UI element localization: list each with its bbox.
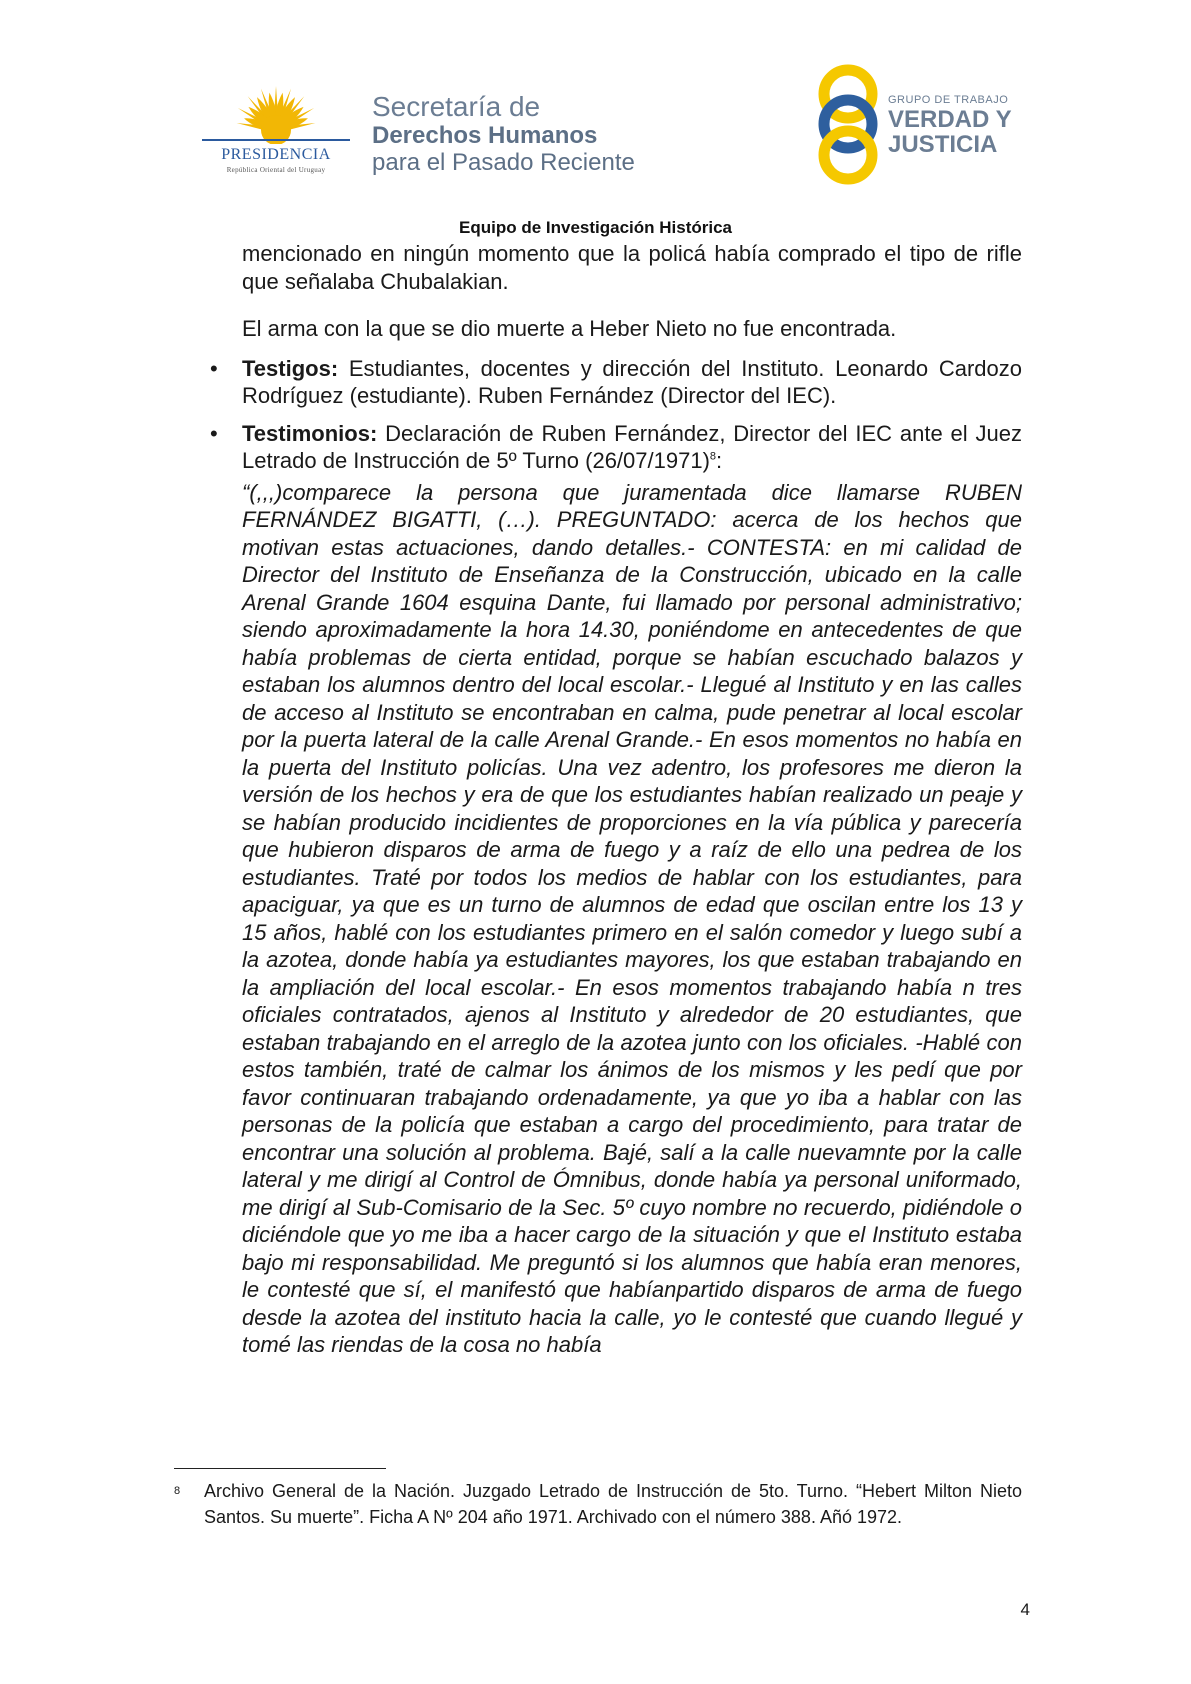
- grupo-line-1: GRUPO DE TRABAJO: [888, 94, 1009, 106]
- grupo-trabajo-logo: [808, 62, 888, 187]
- grupo-line-2: VERDAD Y: [888, 106, 1012, 133]
- testimonios-label: Testimonios:: [242, 420, 378, 446]
- presidencia-logo: [196, 82, 356, 177]
- paragraph-weapon: El arma con la que se dio muerte a Heber Nieto no fue encontrada.: [242, 316, 897, 341]
- footnote-mark: 8: [174, 1485, 181, 1497]
- presidencia-name: PRESIDENCIA: [221, 146, 331, 163]
- bullet-icon: •: [210, 355, 218, 381]
- document-body: [210, 240, 1022, 1359]
- testimonios-text: Declaración de Ruben Fernández, Director del IEC ante el Juez Letrado de Instrucción de 5º Turno (26/07/1971): [242, 420, 1022, 473]
- sun-emblem-icon: [196, 82, 356, 144]
- bullet-icon: •: [210, 420, 218, 446]
- secretaria-title: [372, 92, 712, 176]
- secretaria-line-3: para el Pasado Reciente: [372, 149, 635, 176]
- footnote: [174, 1478, 1022, 1530]
- secretaria-line-1: Secretaría de: [372, 91, 541, 122]
- testigos-text: Estudiantes, docentes y dirección del Instituto. Leonardo Cardozo Rodríguez (estudiante). Ruben Fernández (Director del IEC).: [242, 355, 1022, 408]
- paragraph-continuation: mencionado en ningún momento que la policá había comprado el tipo de rifle que señalaba Chubalakian.: [242, 241, 1022, 294]
- grupo-line-3: JUSTICIA: [888, 131, 998, 158]
- grupo-trabajo-text: [888, 94, 1088, 157]
- footnote-divider: [174, 1468, 386, 1469]
- page-number: 4: [1020, 1600, 1030, 1619]
- list-item-testimonios: [210, 420, 1022, 475]
- testigos-label: Testigos:: [242, 355, 339, 381]
- testimonios-end: :: [716, 448, 723, 473]
- page-header: [0, 0, 1191, 237]
- presidencia-subtitle: República Oriental del Uruguay: [226, 166, 326, 174]
- team-heading: Equipo de Investigación Histórica: [459, 218, 732, 237]
- list-item-testigos: [210, 355, 1022, 410]
- testimony-quote: “(,,,)comparece la persona que juramentada dice llamarse RUBEN FERNÁNDEZ BIGATTI, (…). PREGUNTADO: acerca de los hechos que motivan estas actuaciones, dando detalles.- CONTESTA: en mi calidad de Director del Instituto de Enseñanza de la Construcción, ubicado en la calle Arenal Grande 1604 esquina Dante, fui llamado por personal administrativo; siendo aproximadamente la hora 14.30, poniéndome en antecedentes de que había problemas de cierta entidad, porque se habían escuchado balazos y estaban los alumnos dentro del local escolar.- Llegué al Instituto y en las calles de acceso al Instituto se encontraban en calma, pude penetrar al local escolar por la puerta lateral de la calle Arenal Grande.- En esos momentos no había en la puerta del Instituto policías. Una vez adentro, los profesores me dieron la versión de los hechos y era de que los estudiantes habían realizado un peaje y se habían producido incidientes de proporciones en la vía pública y parecería que hubieron disparos de arma de fuego y a raíz de ello una pedrea de los estudiantes. Traté por todos los medios de hablar con los estudiantes, para apaciguar, ya que es un turno de alumnos de edad que oscilan entre los 13 y 15 años, hablé con los estudiantes primero en el salón comedor y luego subí a la azotea, donde había ya estudiantes mayores, los que estaban trabajando en la ampliación del local escolar.- En esos momentos trabajando había n tres oficiales contratados, ajenos al Instituto y alrededor de 20 estudiantes, que estaban trabajando en el arreglo de la azotea junto con los oficiales. -Hablé con estos también, traté de calmar los ánimos de los mismos y les pedí que por favor continuaran trabajando ordenadamente, ya que yo iba a hablar con las personas de la policía que estaban a cargo del procedimiento, para tratar de encontrar una solución al problema. Bajé, salí a la calle nuevamnte por la calle lateral y me dirigí al Control de Ómnibus, donde había ya personal uniformado, me dirigí al Sub-Comisario de la Sec. 5º cuyo nombre no recuerdo, pidiéndole o diciéndole que yo me iba a hacer cargo de la situación y que el Instituto estaba bajo mi responsabilidad. Me preguntó si los alumnos que había eran menores, le contesté que sí, el manifestó que habíanpartido disparos de arma de fuego desde la azotea del instituto hacia la calle, yo le contesté que cuando llegué y tomé las riendas de la cosa no había: [242, 479, 1022, 1357]
- secretaria-line-2: Derechos Humanos: [372, 122, 598, 149]
- interlocked-rings-icon: [808, 62, 888, 187]
- footnote-ref[interactable]: 8: [709, 450, 717, 463]
- footnote-text: Archivo General de la Nación. Juzgado Letrado de Instrucción de 5to. Turno. “Hebert Milton Nieto Santos. Su muerte”. Ficha A Nº 204 año 1971. Archivado con el número 388. Añó 1972.: [204, 1481, 1022, 1527]
